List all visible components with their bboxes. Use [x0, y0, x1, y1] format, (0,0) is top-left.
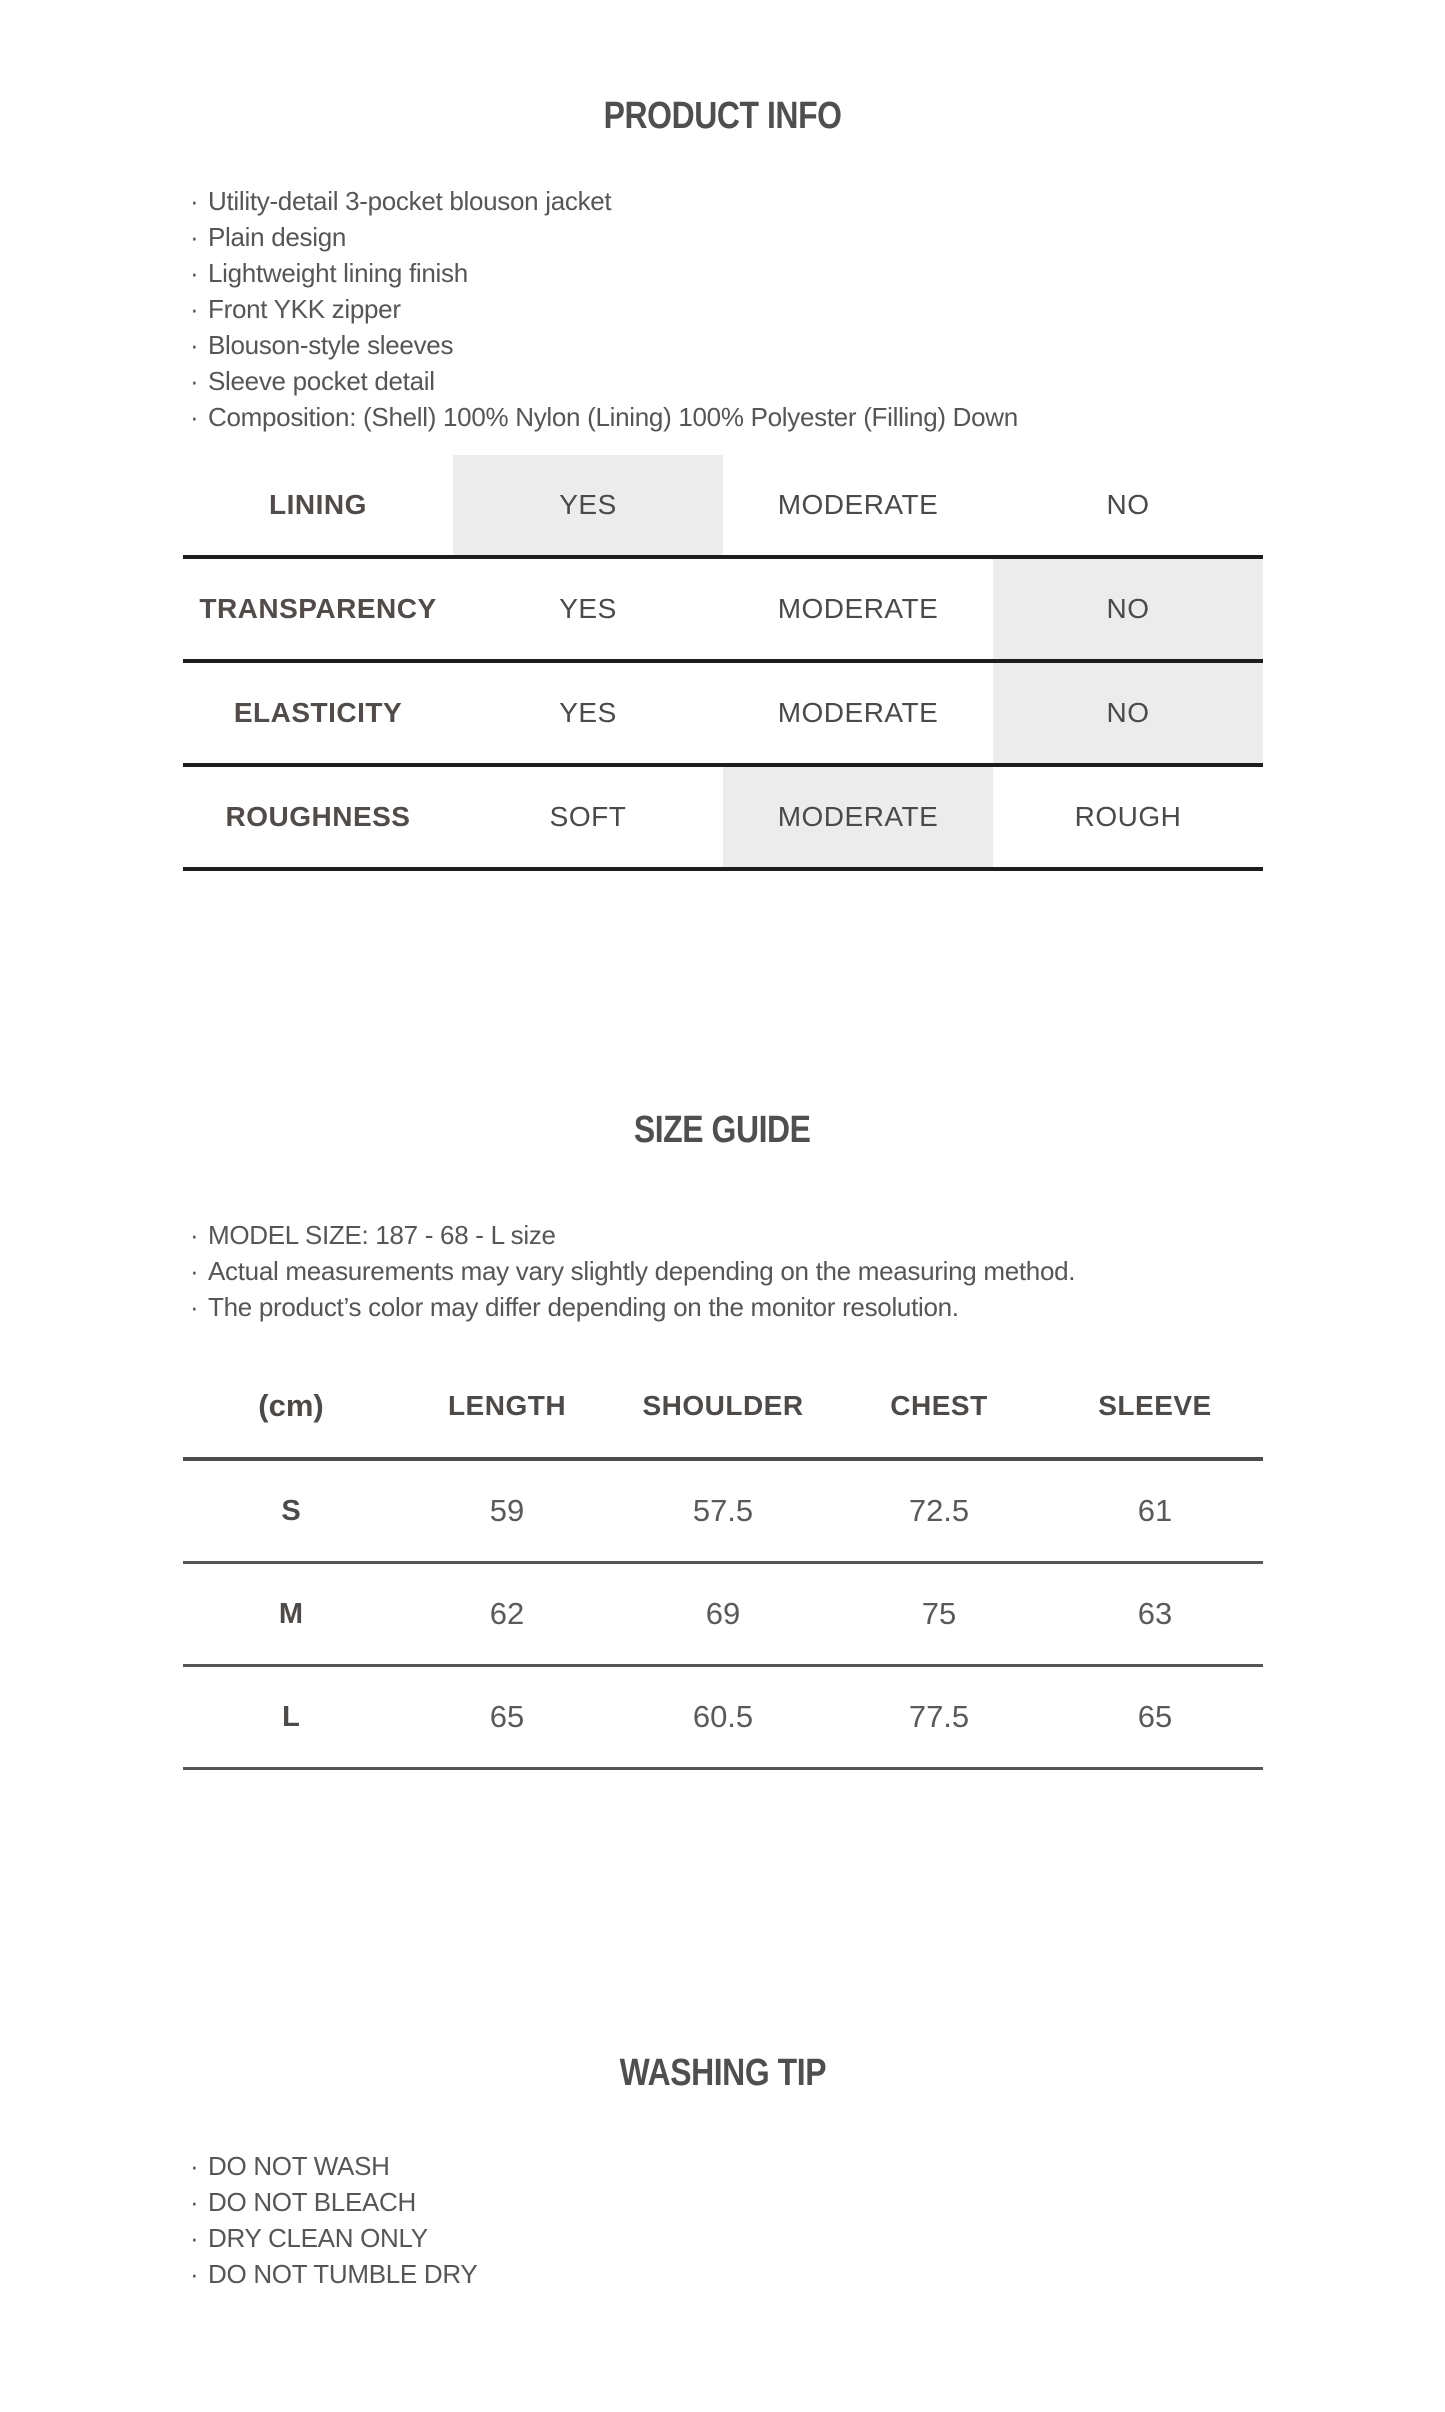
washing-tip-item: · DO NOT TUMBLE DRY	[190, 2256, 1445, 2292]
option-cell: NO	[1106, 489, 1150, 520]
product-info-item: · Composition: (Shell) 100% Nylon (Lining) 100% Polyester (Filling) Down	[190, 399, 1445, 435]
size-guide-title-text: SIZE GUIDE	[634, 1109, 811, 1151]
size-label: M	[278, 1597, 304, 1630]
column-header-length: LENGTH	[447, 1390, 567, 1421]
measurement-cell: 62	[489, 1596, 525, 1631]
option-cell: YES	[453, 455, 723, 555]
washing-tip-item: · DO NOT WASH	[190, 2148, 1445, 2184]
attributes-table	[183, 455, 1263, 871]
measurement-cell: 61	[1137, 1493, 1173, 1528]
option-cell: SOFT	[549, 801, 627, 832]
row-label: ELASTICITY	[233, 697, 403, 728]
product-info-item: · Front YKK zipper	[190, 291, 1445, 327]
washing-tip-title	[0, 2054, 1445, 2092]
product-info-item: · Blouson-style sleeves	[190, 327, 1445, 363]
size-row-l	[183, 1667, 1263, 1770]
product-info-title-text: PRODUCT INFO	[603, 95, 842, 137]
unit-header-cell: (cm)	[258, 1388, 324, 1423]
size-guide-title	[0, 1111, 1445, 1149]
option-cell: YES	[559, 697, 617, 728]
product-info-item: · Lightweight lining finish	[190, 255, 1445, 291]
size-table	[183, 1355, 1263, 1770]
product-info-item: · Plain design	[190, 219, 1445, 255]
option-cell: MODERATE	[777, 593, 939, 624]
option-cell: MODERATE	[777, 489, 939, 520]
product-info-list	[190, 183, 1445, 435]
column-header-sleeve: SLEEVE	[1098, 1390, 1212, 1421]
size-row-s	[183, 1461, 1263, 1564]
table-row-elasticity	[183, 663, 1263, 767]
table-row-transparency	[183, 559, 1263, 663]
option-cell: YES	[559, 593, 617, 624]
product-info-title	[0, 97, 1445, 135]
size-row-m	[183, 1564, 1263, 1667]
washing-tip-item: · DRY CLEAN ONLY	[190, 2220, 1445, 2256]
table-row-roughness	[183, 767, 1263, 871]
measurement-cell: 77.5	[908, 1699, 970, 1734]
size-guide-note: · MODEL SIZE: 187 - 68 - L size	[190, 1217, 1445, 1253]
option-cell: NO	[993, 559, 1263, 659]
measurement-cell: 69	[705, 1596, 741, 1631]
washing-tip-item: · DO NOT BLEACH	[190, 2184, 1445, 2220]
measurement-cell: 59	[489, 1493, 525, 1528]
size-label: L	[282, 1700, 300, 1733]
size-table-header	[183, 1355, 1263, 1461]
measurement-cell: 72.5	[908, 1493, 970, 1528]
option-cell: NO	[993, 663, 1263, 763]
size-label: S	[281, 1494, 301, 1527]
row-label: TRANSPARENCY	[199, 593, 437, 624]
row-label: ROUGHNESS	[225, 801, 411, 832]
washing-tip-list	[190, 2148, 1445, 2292]
measurement-cell: 75	[921, 1596, 957, 1631]
washing-tip-title-text: WASHING TIP	[619, 2052, 826, 2094]
row-label: LINING	[269, 489, 367, 520]
measurement-cell: 57.5	[692, 1493, 754, 1528]
measurement-cell: 65	[489, 1699, 525, 1734]
measurement-cell: 60.5	[692, 1699, 754, 1734]
size-guide-note: · The product’s color may differ depending on the monitor resolution.	[190, 1289, 1445, 1325]
size-guide-note: · Actual measurements may vary slightly depending on the measuring method.	[190, 1253, 1445, 1289]
column-header-shoulder: SHOULDER	[642, 1390, 804, 1421]
product-info-item: · Sleeve pocket detail	[190, 363, 1445, 399]
option-cell: MODERATE	[777, 697, 939, 728]
option-cell: MODERATE	[723, 767, 993, 867]
measurement-cell: 63	[1137, 1596, 1173, 1631]
measurement-cell: 65	[1137, 1699, 1173, 1734]
option-cell: ROUGH	[1074, 801, 1182, 832]
column-header-chest: CHEST	[890, 1390, 988, 1421]
table-row-lining	[183, 455, 1263, 559]
size-guide-list	[190, 1217, 1445, 1325]
product-info-item: · Utility-detail 3-pocket blouson jacket	[190, 183, 1445, 219]
